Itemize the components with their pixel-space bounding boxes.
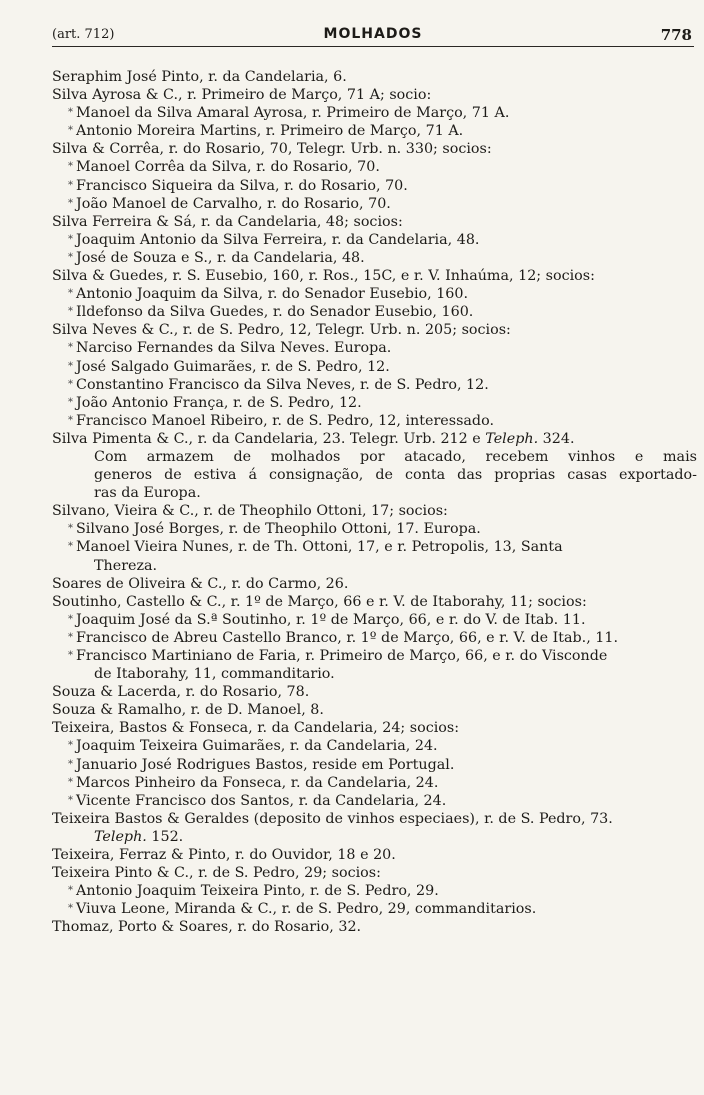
partner-entry: [52, 756, 697, 774]
asterisk-mark: *: [68, 523, 73, 535]
entry-text: Silva Pimenta & C., r. da Candelaria, 23. Telegr. Urb. 212 e: [52, 430, 481, 447]
asterisk-mark: *: [68, 342, 73, 354]
asterisk-mark: *: [68, 613, 73, 625]
directory-listing: [52, 68, 697, 937]
entry-text: ras da Europa.: [94, 485, 201, 502]
asterisk-mark: *: [68, 794, 73, 806]
entry-text: Vicente Francisco dos Santos, r. da Candelaria, 24.: [76, 792, 447, 809]
entry-text: Soares de Oliveira & C., r. do Carmo, 26.: [52, 575, 349, 592]
firm-entry: [52, 593, 697, 611]
continuation-line: [52, 448, 697, 466]
entry-text: Silvano José Borges, r. de Theophilo Ottoni, 17. Europa.: [76, 521, 481, 538]
asterisk-mark: *: [68, 360, 73, 372]
entry-text: Souza & Ramalho, r. de D. Manoel, 8.: [52, 702, 324, 719]
firm-entry: [52, 683, 697, 701]
partner-entry: [52, 285, 697, 303]
entry-text: Silva & Guedes, r. S. Eusebio, 160, r. Ros., 15C, e r. V. Inhaúma, 12; socios:: [52, 268, 595, 285]
firm-entry: [52, 86, 697, 104]
entry-text: José Salgado Guimarães, r. de S. Pedro, 12.: [76, 358, 390, 375]
partner-entry: [52, 882, 697, 900]
asterisk-mark: *: [68, 306, 73, 318]
entry-text: Seraphim José Pinto, r. da Candelaria, 6.: [52, 69, 347, 85]
asterisk-mark: *: [68, 396, 73, 408]
asterisk-mark: *: [68, 541, 73, 553]
firm-entry: [52, 321, 697, 339]
entry-text: Soutinho, Castello & C., r. 1º de Março, 66 e r. V. de Itaborahy, 11; socios:: [52, 593, 587, 610]
partner-entry: [52, 629, 697, 647]
entry-text: Teixeira, Ferraz & Pinto, r. do Ouvidor, 18 e 20.: [52, 847, 396, 864]
entry-text: Joaquim José da S.ª Soutinho, r. 1º de Março, 66, e r. do V. de Itab. 11.: [76, 611, 586, 628]
partner-entry: [52, 195, 697, 213]
asterisk-mark: *: [68, 414, 73, 426]
partner-entry: [52, 358, 697, 376]
partner-entry: [52, 376, 697, 394]
entry-text: Narciso Fernandes da Silva Neves. Europa.: [76, 340, 392, 357]
entry-text: Souza & Lacerda, r. do Rosario, 78.: [52, 684, 310, 701]
telephone-number: 152.: [146, 828, 184, 845]
partner-entry: [52, 177, 697, 195]
entry-text: Francisco Martiniano de Faria, r. Primeiro de Março, 66, e r. do Visconde: [76, 648, 608, 664]
firm-entry: [52, 846, 697, 864]
entry-text: Manoel Corrêa da Silva, r. do Rosario, 70.: [76, 159, 380, 176]
firm-entry: [52, 430, 697, 448]
entry-text: Thomaz, Porto & Soares, r. do Rosario, 32.: [52, 919, 362, 936]
entry-text: Januario José Rodrigues Bastos, reside em Portugal.: [76, 756, 455, 773]
partner-entry: [52, 520, 697, 538]
entry-text: Teixeira, Bastos & Fonseca, r. da Candelaria, 24; socios:: [52, 720, 460, 737]
entry-text: Silva Ayrosa & C., r. Primeiro de Março, 71 A; socio:: [52, 87, 432, 104]
entry-text: Joaquim Antonio da Silva Ferreira, r. da Candelaria, 48.: [76, 231, 480, 248]
firm-entry: [52, 140, 697, 158]
firm-entry: [52, 575, 697, 593]
partner-entry: [52, 303, 697, 321]
asterisk-mark: *: [68, 776, 73, 788]
partner-entry: [52, 412, 697, 430]
firm-entry: [52, 918, 697, 936]
entry-text: Com armazem de molhados por atacado, recebem vinhos e mais: [94, 448, 697, 465]
telephone-label: Teleph.: [94, 828, 147, 845]
firm-entry: [52, 719, 697, 737]
asterisk-mark: *: [68, 631, 73, 643]
entry-text: Antonio Joaquim Teixeira Pinto, r. de S. Pedro, 29.: [76, 883, 439, 900]
continuation-line: [52, 557, 697, 575]
asterisk-mark: *: [68, 903, 73, 915]
entry-text: Silva Neves & C., r. de S. Pedro, 12, Telegr. Urb. n. 205; socios:: [52, 322, 511, 339]
asterisk-mark: *: [68, 650, 73, 661]
entry-text: Silvano, Vieira & C., r. de Theophilo Ottoni, 17; socios:: [52, 503, 448, 520]
partner-entry: [52, 158, 697, 176]
entry-text: Joaquim Teixeira Guimarães, r. da Candelaria, 24.: [76, 738, 438, 755]
firm-entry: [52, 267, 697, 285]
telephone-number: 324.: [538, 430, 575, 447]
entry-text: Constantino Francisco da Silva Neves, r. de S. Pedro, 12.: [76, 376, 489, 393]
page-header: [52, 24, 694, 47]
entry-text: Manoel Vieira Nunes, r. de Th. Ottoni, 17, e r. Petropolis, 13, Santa: [76, 539, 563, 556]
firm-entry: [52, 502, 697, 520]
entry-text: Silva & Corrêa, r. do Rosario, 70, Telegr. Urb. n. 330; socios:: [52, 141, 492, 158]
asterisk-mark: *: [68, 125, 73, 137]
entry-text: Viuva Leone, Miranda & C., r. de S. Pedro, 29, commanditarios.: [76, 901, 537, 918]
telephone-label: Teleph.: [485, 430, 539, 447]
asterisk-mark: *: [68, 197, 73, 209]
asterisk-mark: *: [68, 758, 73, 770]
entry-text: Ildefonso da Silva Guedes, r. do Senador Eusebio, 160.: [76, 304, 474, 321]
entry-text: Thereza.: [94, 557, 158, 574]
firm-entry: [52, 213, 697, 231]
continuation-line: [52, 484, 697, 502]
asterisk-mark: *: [68, 179, 73, 191]
asterisk-mark: *: [68, 378, 73, 390]
entry-text: Antonio Moreira Martins, r. Primeiro de Março, 71 A.: [76, 123, 464, 140]
partner-entry: [52, 122, 697, 140]
partner-entry: [52, 647, 697, 665]
entry-text: João Antonio França, r. de S. Pedro, 12.: [76, 394, 362, 411]
partner-entry: [52, 231, 697, 249]
section-title: MOLHADOS: [323, 26, 423, 42]
firm-entry: [52, 810, 697, 828]
partner-entry: [52, 339, 697, 357]
partner-entry: [52, 774, 697, 792]
entry-text: Francisco de Abreu Castello Branco, r. 1º de Março, 66, e r. V. de Itab., 11.: [76, 629, 619, 646]
entry-text: de Itaborahy, 11, commanditario.: [94, 666, 335, 683]
entry-text: João Manoel de Carvalho, r. do Rosario, 70.: [76, 195, 391, 212]
entry-text: Antonio Joaquim da Silva, r. do Senador Eusebio, 160.: [76, 286, 469, 303]
partner-entry: [52, 394, 697, 412]
firm-entry: [52, 701, 697, 719]
asterisk-mark: *: [68, 740, 73, 752]
partner-entry: [52, 538, 697, 556]
entry-text: José de Souza e S., r. da Candelaria, 48.: [76, 249, 365, 266]
partner-entry: [52, 737, 697, 755]
entry-text: Teixeira Pinto & C., r. de S. Pedro, 29; socios:: [52, 865, 381, 882]
continuation-line: [52, 466, 697, 484]
entry-text: Francisco Siqueira da Silva, r. do Rosario, 70.: [76, 177, 408, 194]
entry-text: Manoel da Silva Amaral Ayrosa, r. Primeiro de Março, 71 A.: [76, 105, 510, 122]
asterisk-mark: *: [68, 251, 73, 263]
entry-text: Teixeira Bastos & Geraldes (deposito de vinhos especiaes), r. de S. Pedro, 73.: [52, 810, 613, 827]
firm-entry: [52, 864, 697, 882]
article-reference: (art. 712): [52, 27, 115, 42]
asterisk-mark: *: [68, 233, 73, 245]
asterisk-mark: *: [68, 885, 73, 897]
entry-text: Francisco Manoel Ribeiro, r. de S. Pedro, 12, interessado.: [76, 412, 494, 429]
asterisk-mark: *: [68, 288, 73, 300]
page-number: 778: [660, 26, 692, 44]
asterisk-mark: *: [68, 161, 73, 173]
partner-entry: [52, 900, 697, 918]
continuation-line: [52, 828, 697, 846]
entry-text: generos de estiva á consignação, de conta das proprias casas exportado-: [94, 467, 697, 484]
partner-entry: [52, 249, 697, 267]
partner-entry: [52, 104, 697, 122]
partner-entry: [52, 611, 697, 629]
asterisk-mark: *: [68, 107, 73, 119]
firm-entry: [52, 68, 697, 86]
continuation-line: [52, 665, 697, 683]
entry-text: Marcos Pinheiro da Fonseca, r. da Candelaria, 24.: [76, 774, 439, 791]
entry-text: Silva Ferreira & Sá, r. da Candelaria, 48; socios:: [52, 213, 403, 230]
partner-entry: [52, 792, 697, 810]
